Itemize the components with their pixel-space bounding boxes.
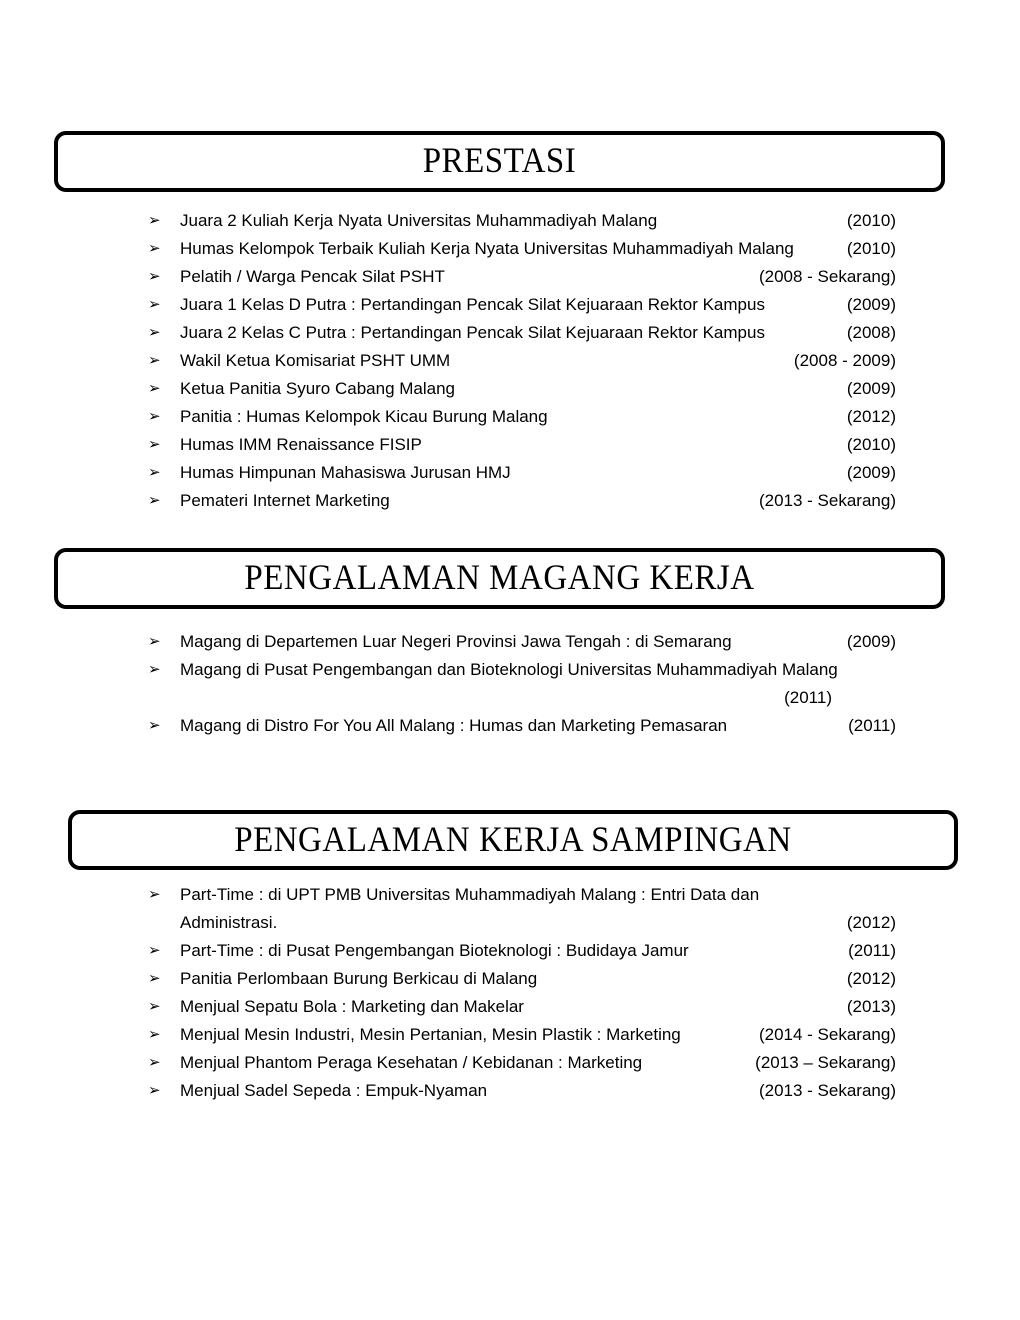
item-year: (2011)	[848, 941, 896, 960]
list-item	[148, 347, 896, 375]
arrow-bullet-icon: ➢	[148, 240, 161, 257]
prestasi-list	[148, 207, 896, 515]
item-year: (2011)	[848, 716, 896, 735]
item-year: (2010)	[846, 435, 896, 454]
arrow-bullet-icon: ➢	[148, 464, 161, 481]
section-title: PRESTASI	[422, 141, 577, 181]
list-item	[148, 459, 896, 487]
item-text: Pemateri Internet Marketing	[180, 491, 390, 510]
arrow-bullet-icon: ➢	[148, 1082, 161, 1099]
item-year: (2009)	[846, 379, 896, 398]
list-item	[148, 1021, 896, 1049]
section-header-magang	[54, 548, 945, 609]
item-text: Wakil Ketua Komisariat PSHT UMM	[180, 351, 451, 370]
item-year: (2009)	[846, 632, 896, 651]
list-item	[148, 937, 896, 965]
item-text: Menjual Phantom Peraga Kesehatan / Kebidanan : Marketing	[180, 1053, 643, 1072]
item-year: (2010)	[846, 239, 896, 258]
section-header-prestasi	[54, 131, 945, 192]
item-year: (2012)	[846, 407, 896, 426]
item-text: Part-Time : di Pusat Pengembangan Bioteknologi : Budidaya Jamur	[180, 941, 689, 960]
list-item	[148, 291, 896, 319]
item-text: Menjual Sadel Sepeda : Empuk-Nyaman	[180, 1081, 488, 1100]
arrow-bullet-icon: ➢	[148, 296, 161, 313]
arrow-bullet-icon: ➢	[148, 942, 161, 959]
section-title: PENGALAMAN MAGANG KERJA	[244, 558, 755, 598]
item-text: Juara 2 Kuliah Kerja Nyata Universitas Muhammadiyah Malang	[180, 211, 658, 230]
arrow-bullet-icon: ➢	[148, 1054, 161, 1071]
arrow-bullet-icon: ➢	[148, 324, 161, 341]
sampingan-list	[148, 881, 896, 1105]
item-year: (2014 - Sekarang)	[758, 1025, 896, 1044]
arrow-bullet-icon: ➢	[148, 268, 161, 285]
list-item	[148, 431, 896, 459]
item-text: Juara 2 Kelas C Putra : Pertandingan Pencak Silat Kejuaraan Rektor Kampus	[180, 323, 765, 342]
list-item	[148, 319, 896, 347]
item-text: Panitia : Humas Kelompok Kicau Burung Malang	[180, 407, 548, 426]
section-header-sampingan	[68, 810, 958, 870]
item-text: Ketua Panitia Syuro Cabang Malang	[180, 379, 456, 398]
arrow-bullet-icon: ➢	[148, 352, 161, 369]
item-year: (2013 – Sekarang)	[755, 1053, 896, 1072]
list-item	[148, 207, 896, 235]
arrow-bullet-icon: ➢	[148, 436, 161, 453]
arrow-bullet-icon: ➢	[148, 408, 161, 425]
item-text: Panitia Perlombaan Burung Berkicau di Malang	[180, 969, 538, 988]
arrow-bullet-icon: ➢	[148, 970, 161, 987]
item-text: Humas IMM Renaissance FISIP	[180, 435, 422, 454]
list-item	[148, 1049, 896, 1077]
list-item	[148, 965, 896, 993]
item-year: (2008 - Sekarang)	[758, 267, 896, 286]
arrow-bullet-icon: ➢	[148, 492, 161, 509]
item-year: (2012)	[846, 913, 896, 932]
item-year: (2009)	[846, 463, 896, 482]
arrow-bullet-icon: ➢	[148, 212, 161, 229]
item-year: (2008)	[846, 323, 896, 342]
list-item	[148, 263, 896, 291]
arrow-bullet-icon: ➢	[148, 1026, 161, 1043]
list-item	[148, 881, 896, 937]
section-title: PENGALAMAN KERJA SAMPINGAN	[234, 820, 792, 859]
item-text: Magang di Departemen Luar Negeri Provinsi Jawa Tengah : di Semarang	[180, 632, 732, 651]
item-text: Part-Time : di UPT PMB Universitas Muhammadiyah Malang : Entri Data dan	[180, 885, 760, 904]
list-item	[148, 375, 896, 403]
item-year: (2008 - 2009)	[793, 351, 896, 370]
magang-list	[148, 628, 896, 740]
item-text: Pelatih / Warga Pencak Silat PSHT	[180, 267, 445, 286]
arrow-bullet-icon: ➢	[148, 998, 161, 1015]
item-text: Juara 1 Kelas D Putra : Pertandingan Pencak Silat Kejuaraan Rektor Kampus	[180, 295, 765, 314]
list-item	[148, 487, 896, 515]
item-year: (2012)	[846, 969, 896, 988]
list-item	[148, 403, 896, 431]
list-item	[148, 235, 896, 263]
item-year: (2013)	[846, 997, 896, 1016]
item-year: (2013 - Sekarang)	[758, 491, 896, 510]
item-year: (2011)	[784, 688, 832, 707]
arrow-bullet-icon: ➢	[148, 633, 161, 650]
item-year: (2010)	[846, 211, 896, 230]
item-year: (2013 - Sekarang)	[758, 1081, 896, 1100]
list-item	[148, 628, 896, 656]
list-item	[148, 712, 896, 740]
arrow-bullet-icon: ➢	[148, 717, 161, 734]
item-text: Menjual Sepatu Bola : Marketing dan Makelar	[180, 997, 524, 1016]
list-item	[148, 1077, 896, 1105]
item-text: Humas Himpunan Mahasiswa Jurusan HMJ	[180, 463, 511, 482]
item-text: Magang di Pusat Pengembangan dan Bioteknologi Universitas Muhammadiyah Malang	[180, 660, 838, 679]
list-item	[148, 993, 896, 1021]
item-text: Menjual Mesin Industri, Mesin Pertanian, Mesin Plastik : Marketing	[180, 1025, 681, 1044]
list-item	[148, 656, 896, 712]
arrow-bullet-icon: ➢	[148, 886, 161, 903]
item-text-line2: Administrasi.	[180, 913, 278, 932]
arrow-bullet-icon: ➢	[148, 380, 161, 397]
arrow-bullet-icon: ➢	[148, 661, 161, 678]
item-text: Humas Kelompok Terbaik Kuliah Kerja Nyata Universitas Muhammadiyah Malang	[180, 239, 794, 258]
item-text: Magang di Distro For You All Malang : Humas dan Marketing Pemasaran	[180, 716, 728, 735]
item-year: (2009)	[846, 295, 896, 314]
